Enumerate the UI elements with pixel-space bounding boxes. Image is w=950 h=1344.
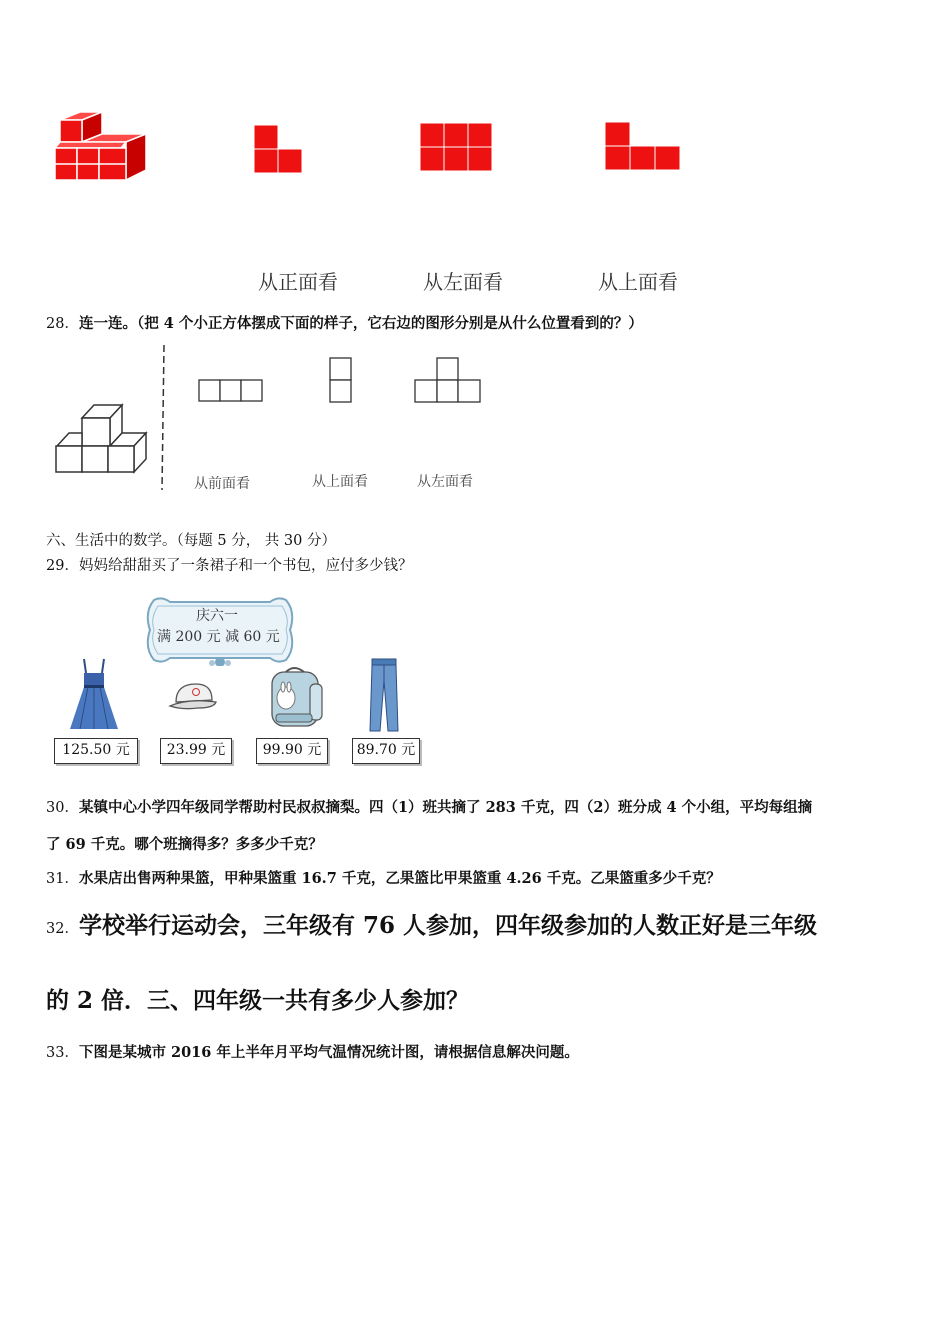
price-dress: 125.50 元 xyxy=(54,738,138,764)
price-jeans: 89.70 元 xyxy=(352,738,420,764)
q28-view-b xyxy=(328,356,354,404)
q27-front-view xyxy=(253,124,305,176)
q27-top-view xyxy=(604,121,682,173)
question-31: 31．水果店出售两种果篮，甲种果篮重 16.7 千克，乙果篮比甲果篮重 4.26 千克。乙果篮重多少千克？ xyxy=(46,870,721,887)
q28-cube-stack xyxy=(52,400,152,474)
dress-icon xyxy=(66,657,122,733)
label-from-front: 从前面看 xyxy=(194,476,250,492)
question-30-line-1: 30．某镇中心小学四年级同学帮助村民叔叔摘梨。四（1）班共摘了 283 千克，四（2）班分成 4 个小组，平均每组摘 xyxy=(46,799,813,816)
price-backpack: 99.90 元 xyxy=(256,738,328,764)
q28-divider xyxy=(160,345,168,490)
question-32-line-2: 的 2 倍．三、四年级一共有多少人参加？ xyxy=(46,987,470,1014)
q27-cube-figure xyxy=(50,108,160,188)
question-28: 28．连一连。（把 4 个小正方体摆成下面的样子，它右边的图形分别是从什么位置看到的？） xyxy=(46,315,643,332)
banner-line-2: 满 200 元 减 60 元 xyxy=(157,629,280,645)
jeans-icon xyxy=(366,657,402,733)
section-6-title: 六、生活中的数学。（每题 5 分， 共 30 分） xyxy=(46,533,336,549)
label-left-view: 从左面看 xyxy=(423,270,503,294)
label-top-view: 从上面看 xyxy=(598,270,678,294)
label-from-top: 从上面看 xyxy=(312,474,368,490)
hat-icon xyxy=(168,680,220,714)
q28-view-c xyxy=(413,356,483,404)
question-30-line-2: 了 69 千克。哪个班摘得多？多多少千克？ xyxy=(46,836,323,853)
q27-left-view xyxy=(419,122,495,174)
question-33: 33．下图是某城市 2016 年上半年月平均气温情况统计图，请根据信息解决问题。 xyxy=(46,1044,579,1061)
banner-line-1: 庆六一 xyxy=(196,608,238,624)
question-29: 29．妈妈给甜甜买了一条裙子和一个书包，应付多少钱？ xyxy=(46,558,413,574)
backpack-icon xyxy=(264,664,328,730)
question-32-line-1: 32．学校举行运动会，三年级有 76 人参加，四年级参加的人数正好是三年级 xyxy=(46,912,817,939)
label-from-left: 从左面看 xyxy=(417,474,473,490)
q28-view-a xyxy=(198,378,266,404)
label-front-view: 从正面看 xyxy=(258,270,338,294)
price-hat: 23.99 元 xyxy=(160,738,232,764)
